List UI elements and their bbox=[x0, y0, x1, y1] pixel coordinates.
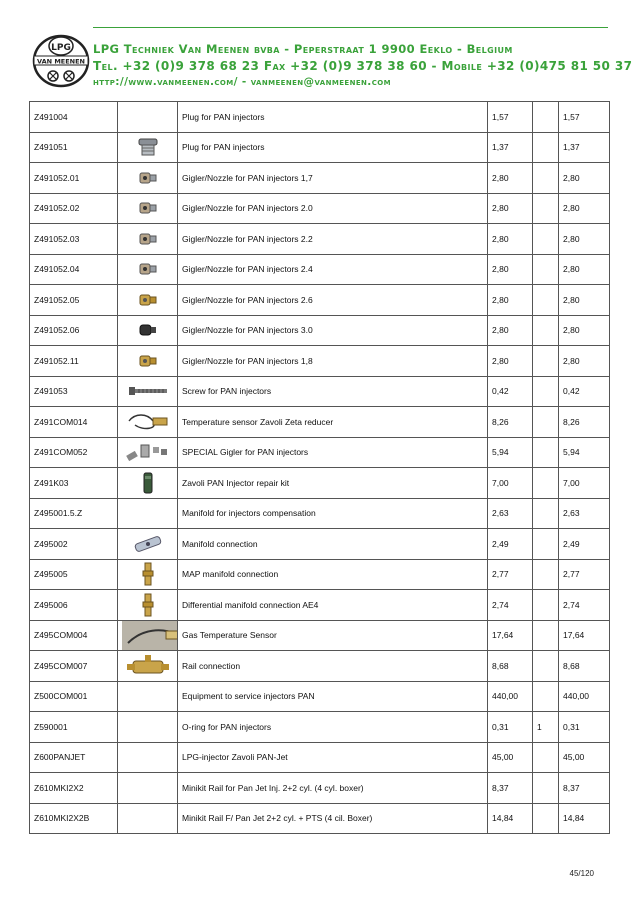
product-image bbox=[118, 498, 178, 529]
header-address: LPG Techniek Van Meenen bvba - Peperstraat 1 9900 Eeklo - Belgium bbox=[93, 42, 513, 56]
part-code: Z495005 bbox=[30, 559, 118, 590]
product-image bbox=[118, 712, 178, 743]
table-row bbox=[30, 315, 610, 346]
nozzle-brass-icon bbox=[138, 292, 158, 308]
part-description: Plug for PAN injectors bbox=[178, 102, 488, 133]
plug-icon bbox=[136, 136, 160, 158]
total-price: 2,80 bbox=[559, 163, 610, 194]
product-image bbox=[118, 132, 178, 163]
table-row bbox=[30, 773, 610, 804]
nozzle-icon bbox=[138, 170, 158, 186]
lpg-van-meenen-logo bbox=[30, 32, 92, 90]
quantity bbox=[533, 620, 559, 651]
total-price: 0,42 bbox=[559, 376, 610, 407]
unit-price: 14,84 bbox=[488, 803, 533, 834]
table-row bbox=[30, 224, 610, 255]
unit-price: 2,80 bbox=[488, 315, 533, 346]
part-code: Z491052.11 bbox=[30, 346, 118, 377]
total-price: 440,00 bbox=[559, 681, 610, 712]
part-code: Z500COM001 bbox=[30, 681, 118, 712]
total-price: 17,64 bbox=[559, 620, 610, 651]
product-image bbox=[118, 376, 178, 407]
table-row bbox=[30, 681, 610, 712]
part-code: Z495COM007 bbox=[30, 651, 118, 682]
part-description: Differential manifold connection AE4 bbox=[178, 590, 488, 621]
brass-fitting-icon bbox=[140, 593, 156, 617]
table-row bbox=[30, 712, 610, 743]
quantity bbox=[533, 468, 559, 499]
total-price: 8,26 bbox=[559, 407, 610, 438]
page-number: 45/120 bbox=[569, 869, 594, 878]
logo-text-top: LPG bbox=[51, 43, 71, 53]
quantity bbox=[533, 254, 559, 285]
quantity bbox=[533, 132, 559, 163]
product-image bbox=[118, 224, 178, 255]
product-image bbox=[118, 620, 178, 651]
quantity bbox=[533, 529, 559, 560]
table-row bbox=[30, 163, 610, 194]
part-description: Gigler/Nozzle for PAN injectors 1,8 bbox=[178, 346, 488, 377]
quantity bbox=[533, 437, 559, 468]
total-price: 2,77 bbox=[559, 559, 610, 590]
unit-price: 8,37 bbox=[488, 773, 533, 804]
product-image bbox=[118, 651, 178, 682]
total-price: 2,80 bbox=[559, 346, 610, 377]
manifold-connection-icon bbox=[131, 534, 165, 554]
part-description: Screw for PAN injectors bbox=[178, 376, 488, 407]
part-code: Z491052.03 bbox=[30, 224, 118, 255]
product-image bbox=[118, 102, 178, 133]
part-description: Manifold connection bbox=[178, 529, 488, 560]
unit-price: 7,00 bbox=[488, 468, 533, 499]
product-image bbox=[118, 163, 178, 194]
part-code: Z491052.06 bbox=[30, 315, 118, 346]
product-image bbox=[118, 590, 178, 621]
nozzle-icon bbox=[138, 261, 158, 277]
unit-price: 5,94 bbox=[488, 437, 533, 468]
unit-price: 1,57 bbox=[488, 102, 533, 133]
part-description: Minikit Rail F/ Pan Jet 2+2 cyl. + PTS (4 cil. Boxer) bbox=[178, 803, 488, 834]
product-image bbox=[118, 559, 178, 590]
unit-price: 8,26 bbox=[488, 407, 533, 438]
quantity bbox=[533, 224, 559, 255]
table-row bbox=[30, 437, 610, 468]
unit-price: 2,80 bbox=[488, 285, 533, 316]
table-row bbox=[30, 102, 610, 133]
quantity bbox=[533, 102, 559, 133]
table-row bbox=[30, 529, 610, 560]
unit-price: 45,00 bbox=[488, 742, 533, 773]
part-code: Z610MKI2X2 bbox=[30, 773, 118, 804]
quantity bbox=[533, 163, 559, 194]
part-description: O-ring for PAN injectors bbox=[178, 712, 488, 743]
product-image bbox=[118, 315, 178, 346]
part-description: Gigler/Nozzle for PAN injectors 2.0 bbox=[178, 193, 488, 224]
total-price: 2,74 bbox=[559, 590, 610, 621]
gigler-set-icon bbox=[125, 441, 171, 463]
part-description: Equipment to service injectors PAN bbox=[178, 681, 488, 712]
header-phone: Tel. +32 (0)9 378 68 23 Fax +32 (0)9 378 38 60 - Mobile +32 (0)475 81 50 37 bbox=[93, 59, 633, 73]
part-description: Minikit Rail for Pan Jet Inj. 2+2 cyl. (4 cyl. boxer) bbox=[178, 773, 488, 804]
quantity bbox=[533, 651, 559, 682]
quantity bbox=[533, 742, 559, 773]
part-code: Z495001.5.Z bbox=[30, 498, 118, 529]
header-web: http://www.vanmeenen.com/ - vanmeenen@vanmeenen.com bbox=[93, 76, 391, 88]
product-image bbox=[118, 468, 178, 499]
total-price: 2,49 bbox=[559, 529, 610, 560]
table-row bbox=[30, 376, 610, 407]
brass-fitting-icon bbox=[140, 562, 156, 586]
table-row bbox=[30, 468, 610, 499]
product-image bbox=[118, 773, 178, 804]
part-description: Gigler/Nozzle for PAN injectors 2.4 bbox=[178, 254, 488, 285]
part-code: Z491K03 bbox=[30, 468, 118, 499]
total-price: 1,37 bbox=[559, 132, 610, 163]
total-price: 2,80 bbox=[559, 224, 610, 255]
part-code: Z590001 bbox=[30, 712, 118, 743]
quantity bbox=[533, 803, 559, 834]
product-image bbox=[118, 437, 178, 468]
nozzle-dark-icon bbox=[138, 322, 158, 338]
table-row bbox=[30, 803, 610, 834]
unit-price: 2,80 bbox=[488, 224, 533, 255]
quantity bbox=[533, 773, 559, 804]
total-price: 2,80 bbox=[559, 315, 610, 346]
total-price: 14,84 bbox=[559, 803, 610, 834]
unit-price: 2,74 bbox=[488, 590, 533, 621]
quantity bbox=[533, 498, 559, 529]
part-description: Plug for PAN injectors bbox=[178, 132, 488, 163]
quantity bbox=[533, 285, 559, 316]
letterhead bbox=[28, 30, 633, 98]
table-row bbox=[30, 651, 610, 682]
total-price: 5,94 bbox=[559, 437, 610, 468]
screw-icon bbox=[127, 385, 169, 397]
table-row bbox=[30, 285, 610, 316]
quantity bbox=[533, 681, 559, 712]
part-description: SPECIAL Gigler for PAN injectors bbox=[178, 437, 488, 468]
part-description: Gigler/Nozzle for PAN injectors 2.6 bbox=[178, 285, 488, 316]
table-row bbox=[30, 407, 610, 438]
part-description: Temperature sensor Zavoli Zeta reducer bbox=[178, 407, 488, 438]
unit-price: 0,31 bbox=[488, 712, 533, 743]
product-image bbox=[118, 254, 178, 285]
quantity bbox=[533, 559, 559, 590]
part-code: Z491052.02 bbox=[30, 193, 118, 224]
part-description: LPG-injector Zavoli PAN-Jet bbox=[178, 742, 488, 773]
nozzle-icon bbox=[138, 231, 158, 247]
logo-text-bottom: VAN MEENEN bbox=[37, 57, 85, 66]
table-row bbox=[30, 193, 610, 224]
product-image bbox=[118, 681, 178, 712]
table-row bbox=[30, 132, 610, 163]
unit-price: 8,68 bbox=[488, 651, 533, 682]
part-code: Z491053 bbox=[30, 376, 118, 407]
part-code: Z491COM014 bbox=[30, 407, 118, 438]
quantity bbox=[533, 590, 559, 621]
total-price: 8,68 bbox=[559, 651, 610, 682]
part-code: Z610MKI2X2B bbox=[30, 803, 118, 834]
table-row bbox=[30, 254, 610, 285]
part-code: Z491052.05 bbox=[30, 285, 118, 316]
product-image bbox=[118, 285, 178, 316]
total-price: 0,31 bbox=[559, 712, 610, 743]
sensor-icon bbox=[125, 411, 171, 433]
quantity bbox=[533, 346, 559, 377]
quantity bbox=[533, 315, 559, 346]
part-code: Z600PANJET bbox=[30, 742, 118, 773]
unit-price: 2,80 bbox=[488, 193, 533, 224]
total-price: 2,80 bbox=[559, 193, 610, 224]
rail-connection-icon bbox=[125, 653, 171, 679]
quantity bbox=[533, 376, 559, 407]
price-table bbox=[29, 101, 610, 834]
unit-price: 440,00 bbox=[488, 681, 533, 712]
part-code: Z491051 bbox=[30, 132, 118, 163]
nozzle-icon bbox=[138, 200, 158, 216]
table-row bbox=[30, 559, 610, 590]
unit-price: 0,42 bbox=[488, 376, 533, 407]
total-price: 45,00 bbox=[559, 742, 610, 773]
unit-price: 2,80 bbox=[488, 254, 533, 285]
quantity: 1 bbox=[533, 712, 559, 743]
nozzle-brass-icon bbox=[138, 353, 158, 369]
part-code: Z495006 bbox=[30, 590, 118, 621]
product-image bbox=[118, 742, 178, 773]
part-description: Gigler/Nozzle for PAN injectors 1,7 bbox=[178, 163, 488, 194]
quantity bbox=[533, 407, 559, 438]
gas-sensor-photo-icon bbox=[122, 621, 178, 650]
part-code: Z491COM052 bbox=[30, 437, 118, 468]
product-image bbox=[118, 803, 178, 834]
part-description: Manifold for injectors compensation bbox=[178, 498, 488, 529]
product-image bbox=[118, 407, 178, 438]
part-description: Rail connection bbox=[178, 651, 488, 682]
total-price: 2,63 bbox=[559, 498, 610, 529]
unit-price: 2,80 bbox=[488, 163, 533, 194]
unit-price: 2,77 bbox=[488, 559, 533, 590]
table-row bbox=[30, 742, 610, 773]
total-price: 1,57 bbox=[559, 102, 610, 133]
unit-price: 2,63 bbox=[488, 498, 533, 529]
table-row bbox=[30, 590, 610, 621]
part-code: Z491052.01 bbox=[30, 163, 118, 194]
part-code: Z491052.04 bbox=[30, 254, 118, 285]
product-image bbox=[118, 346, 178, 377]
total-price: 8,37 bbox=[559, 773, 610, 804]
part-code: Z495002 bbox=[30, 529, 118, 560]
table-row bbox=[30, 498, 610, 529]
product-image bbox=[118, 529, 178, 560]
part-description: Gigler/Nozzle for PAN injectors 3.0 bbox=[178, 315, 488, 346]
part-code: Z495COM004 bbox=[30, 620, 118, 651]
unit-price: 2,80 bbox=[488, 346, 533, 377]
unit-price: 2,49 bbox=[488, 529, 533, 560]
part-description: Gigler/Nozzle for PAN injectors 2.2 bbox=[178, 224, 488, 255]
part-description: Gas Temperature Sensor bbox=[178, 620, 488, 651]
table-row bbox=[30, 346, 610, 377]
repair-kit-icon bbox=[138, 471, 158, 495]
table-row bbox=[30, 620, 610, 651]
unit-price: 1,37 bbox=[488, 132, 533, 163]
part-code: Z491004 bbox=[30, 102, 118, 133]
header-rule bbox=[93, 27, 608, 28]
total-price: 2,80 bbox=[559, 285, 610, 316]
total-price: 2,80 bbox=[559, 254, 610, 285]
part-description: Zavoli PAN Injector repair kit bbox=[178, 468, 488, 499]
part-description: MAP manifold connection bbox=[178, 559, 488, 590]
unit-price: 17,64 bbox=[488, 620, 533, 651]
total-price: 7,00 bbox=[559, 468, 610, 499]
quantity bbox=[533, 193, 559, 224]
product-image bbox=[118, 193, 178, 224]
